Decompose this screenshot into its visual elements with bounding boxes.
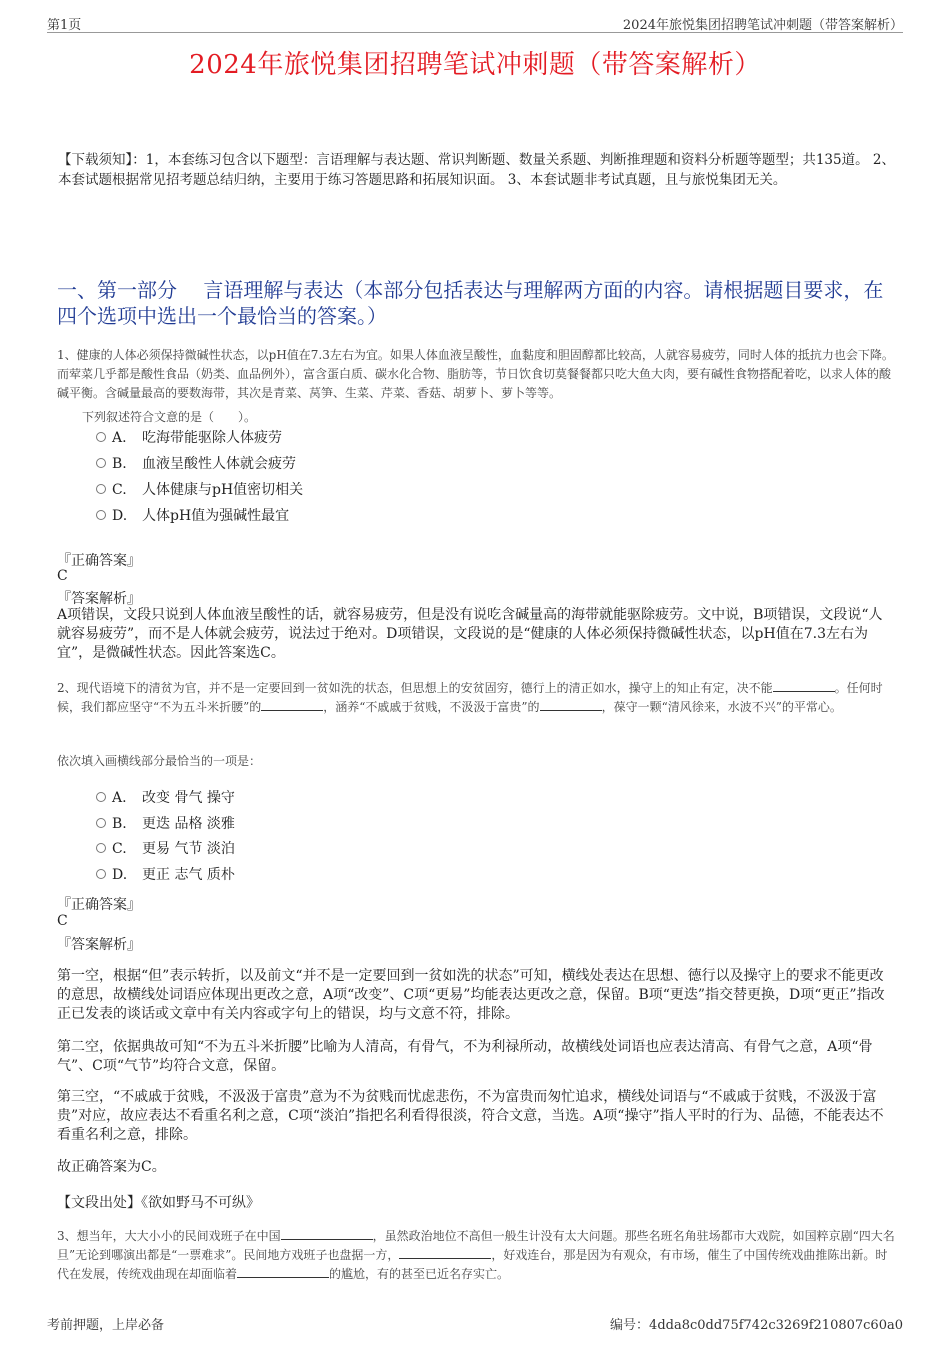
header-doc-title: 2024年旅悦集团招聘笔试冲刺题（带答案解析）: [622, 18, 903, 33]
fill-blank[interactable]: [773, 679, 835, 692]
radio-icon[interactable]: [96, 432, 106, 442]
question-2-analysis-para-1: 第一空，根据“但”表示转折，以及前文“并不是一定要回到一贫如洗的状态”可知，横线处表达在思想、德行以及操守上的要求不能更改的意思，故横线处词语应体现出更改之意，A项“改变”、C项“更易”均能表达更改之意，保留。B项“更迭”指交替更换，D项“更正”指改正已发表的谈话或文章中有关内容或字句上的错误，均与文意不符，排除。: [57, 968, 885, 1022]
question-2-source: 【文段出处】《欲如野马不可纵》: [57, 1195, 260, 1211]
question-2-option-a[interactable]: A. 改变 骨气 操守: [96, 788, 235, 808]
question-2-answer-label: 『正确答案』: [57, 897, 141, 913]
radio-icon[interactable]: [96, 818, 106, 828]
question-3-stem: 3、想当年，大大小小的民间戏班子在中国 ，虽然政治地位不高但一般生计没有太大问题。那些名班名角驻场都市大戏院，如国粹京剧“四大名旦”无论到哪演出都是“一票难求”。民间地方戏班子也盘据一方， ，好戏连台，那是因为有观众，有市场，催生了中国传统戏曲推陈出新。时代在发展，传统戏曲现在却面临着 的尴尬，有的甚至已近名存实亡。: [57, 1229, 895, 1281]
question-2-conclusion: 故正确答案为C。: [57, 1159, 166, 1175]
question-1-answer: C: [57, 568, 68, 584]
page-title: 2024年旅悦集团招聘笔试冲刺题（带答案解析）: [189, 50, 761, 80]
question-1-answer-label: 『正确答案』: [57, 553, 141, 569]
radio-icon[interactable]: [96, 510, 106, 520]
fill-blank[interactable]: [237, 1265, 329, 1278]
footer-slogan: 考前押题，上岸必备: [47, 1318, 165, 1333]
question-2-analysis-para-2: 第二空，依据典故可知“不为五斗米折腰”比喻为人清高，有骨气，不为利禄所动，故横线处词语也应表达清高、有骨气之意，A项“骨气”、C项“气节”均符合文意，保留。: [57, 1039, 873, 1074]
question-2-option-b[interactable]: B. 更迭 品格 淡雅: [96, 814, 235, 834]
question-1-option-c[interactable]: C. 人体健康与pH值密切相关: [96, 480, 303, 500]
section-heading: 一、第一部分 言语理解与表达（本部分包括表达与理解两方面的内容。请根据题目要求，在四个选项中选出一个最恰当的答案。）: [57, 278, 884, 328]
question-1-option-a[interactable]: A. 吃海带能驱除人体疲劳: [96, 428, 282, 448]
fill-blank[interactable]: [281, 1227, 373, 1240]
question-2-analysis-label: 『答案解析』: [57, 937, 141, 953]
question-1-analysis-label: 『答案解析』: [57, 591, 141, 607]
radio-icon[interactable]: [96, 484, 106, 494]
page-header: [47, 14, 903, 33]
fill-blank[interactable]: [399, 1246, 491, 1259]
question-1-analysis: A项错误，文段只说到人体血液呈酸性的话，就容易疲劳，但是没有说吃含碱量高的海带就能驱除疲劳。文中说，B项错误，文段说“人就容易疲劳”，而不是人体就会疲劳，说法过于绝对。D项错误，文段说的是“健康的人体必须保持微碱性状态，以pH值在7.3左右为宜”，是微碱性状态。因此答案选C。: [57, 607, 883, 661]
question-1-stem: 1、健康的人体必须保持微碱性状态，以pH值在7.3左右为宜。如果人体血液呈酸性，血黏度和胆固醇都比较高，人就容易疲劳，同时人体的抵抗力也会下降。而荤菜几乎都是酸性食品（奶类、血品例外），富含蛋白质、碳水化合物、脂肪等，节日饮食切莫餐餐都只吃大鱼大肉，要有碱性食物搭配着吃，以求人体的酸碱平衡。含碱量最高的要数海带，其次是青菜、莴笋、生菜、芹菜、香菇、胡萝卜、萝卜等等。: [57, 348, 894, 400]
question-2-analysis-para-3: 第三空，“不戚戚于贫贱，不汲汲于富贵”意为不为贫贱而忧虑悲伤，不为富贵而匆忙追求，横线处词语与“不戚戚于贫贱，不汲汲于富贵”对应，故应表达不看重名利之意，C项“淡泊”指把名利看得很淡，符合文意，当选。A项“操守”指人平时的行为、品德，不能表达不看重名利之意，排除。: [57, 1089, 884, 1143]
question-1-option-d[interactable]: D. 人体pH值为强碱性最宜: [96, 506, 289, 526]
question-2-stem: 2、现代语境下的清贫为官，并不是一定要回到一贫如洗的状态，但思想上的安贫固穷，德行上的清正如水，操守上的知止有定，决不能 。任何时候，我们都应坚守“不为五斗米折腰”的 ，涵养“不戚戚于贫贱，不汲汲于富贵”的 ，葆守一颗“清风徐来，水波不兴”的平常心。: [57, 681, 883, 714]
radio-icon[interactable]: [96, 792, 106, 802]
question-1-option-b[interactable]: B. 血液呈酸性人体就会疲劳: [96, 454, 296, 474]
question-2-option-d[interactable]: D. 更正 志气 质朴: [96, 865, 235, 885]
fill-blank[interactable]: [261, 698, 323, 711]
question-2-option-c[interactable]: C. 更易 气节 淡泊: [96, 839, 235, 859]
fill-blank[interactable]: [540, 698, 602, 711]
question-2-prompt: 依次填入画横线部分最恰当的一项是：: [57, 754, 262, 768]
footer-code: 编号：4dda8c0dd75f742c3269f210807c60a0: [610, 1318, 903, 1333]
radio-icon[interactable]: [96, 843, 106, 853]
page-number: 第1页: [47, 18, 82, 33]
download-notice: 【下载须知】：1，本套练习包含以下题型：言语理解与表达题、常识判断题、数量关系题、判断推理题和资料分析题等题型；共135道。 2、本套试题根据常见招考题总结归纳，主要用于练习答题思路和拓展知识面。 3、本套试题非考试真题，且与旅悦集团无关。: [58, 152, 895, 188]
radio-icon[interactable]: [96, 869, 106, 879]
question-2-answer: C: [57, 913, 68, 929]
radio-icon[interactable]: [96, 458, 106, 468]
question-1-prompt: 下列叙述符合文意的是（ ）。: [82, 410, 257, 424]
